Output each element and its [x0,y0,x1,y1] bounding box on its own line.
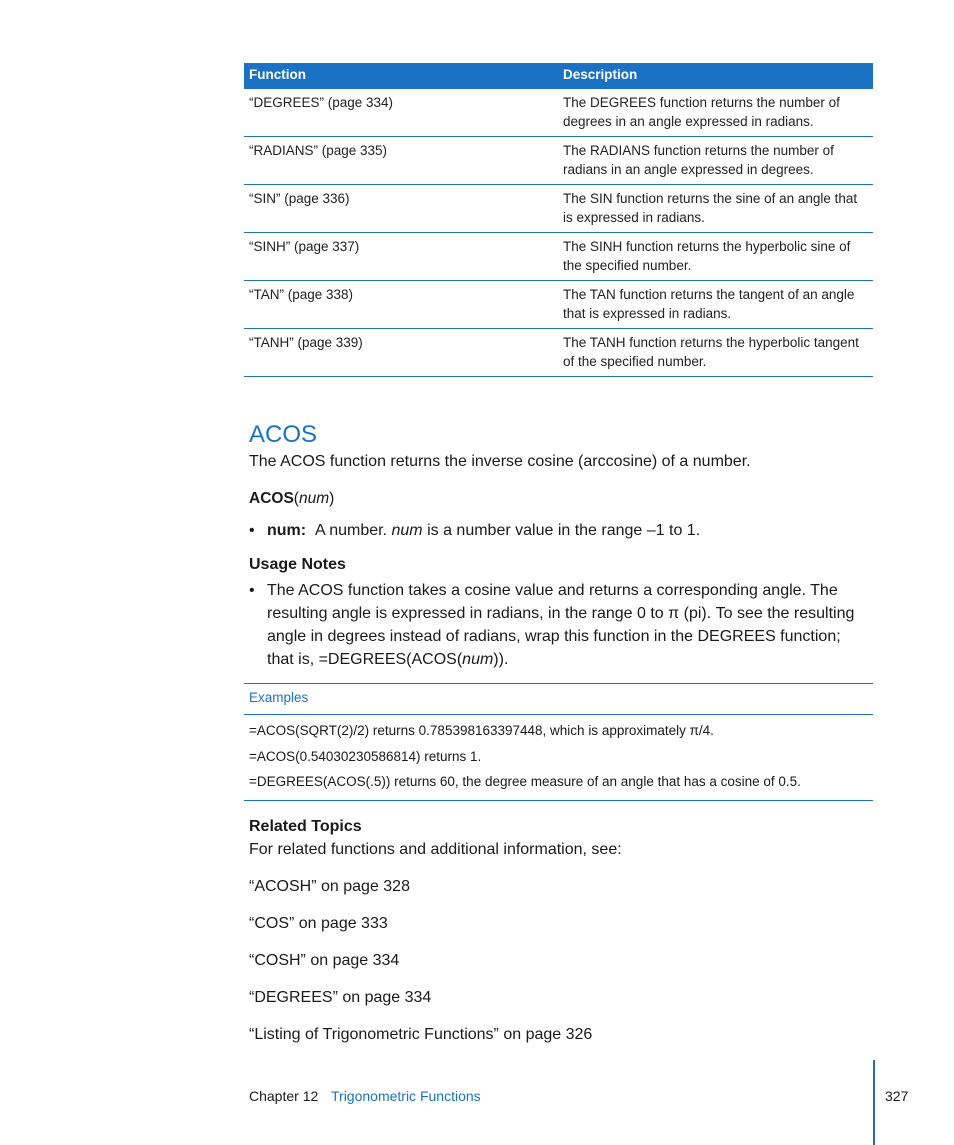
function-description: The DEGREES function returns the number of degrees in an angle expressed in radians. [563,95,840,129]
usage-italic: num [462,651,494,668]
syntax-open-paren: ( [293,490,299,507]
related-link[interactable]: “COSH” on page 334 [249,952,400,969]
function-link[interactable]: “SIN” (page 336) [249,191,350,206]
table-row [244,137,873,185]
section-title: ACOS [249,421,318,448]
related-topics-heading: Related Topics [249,818,362,835]
argument-text: A number. [315,522,388,539]
table-row [244,89,873,137]
examples-table [244,683,873,801]
syntax-line [249,490,334,508]
argument-italic: num [391,522,423,539]
function-link[interactable]: “TAN” (page 338) [249,287,354,302]
table-row [244,233,873,281]
usage-text-end: )). [493,651,509,668]
table-row [244,185,873,233]
examples-heading: Examples [244,683,873,715]
syntax-argument: num [298,490,330,507]
argument-item [249,519,867,542]
function-description: The SINH function returns the hyperbolic sine of the specified number. [563,239,851,273]
footer-chapter-title[interactable]: Trigonometric Functions [331,1088,481,1104]
usage-item [249,579,867,671]
function-table [244,63,873,377]
example-line: =ACOS(0.54030230586814) returns 1. [249,748,482,764]
footer-chapter: Chapter 12 [249,1088,319,1104]
related-link[interactable]: “COS” on page 333 [249,915,388,932]
related-link[interactable]: “ACOSH” on page 328 [249,878,410,895]
usage-notes-heading: Usage Notes [249,556,346,573]
page-number: 327 [885,1088,909,1104]
bullet-icon: • [249,582,255,599]
function-link[interactable]: “DEGREES” (page 334) [249,95,394,110]
function-link[interactable]: “SINH” (page 337) [249,239,360,254]
bullet-icon: • [249,522,255,539]
related-link[interactable]: “DEGREES” on page 334 [249,989,432,1006]
function-description: The TANH function returns the hyperbolic tangent of the specified number. [563,335,859,369]
function-link[interactable]: “TANH” (page 339) [249,335,363,350]
footer-divider [873,1060,875,1145]
usage-text: The ACOS function takes a cosine value and returns a corresponding angle. The resulting angle is expressed in radians, in the range 0 to π (pi). To see the resulting angle in degrees instead of radians, wrap this function in the DEGREES function; that is, =DEGREES(ACOS( [267,582,855,668]
related-link[interactable]: “Listing of Trigonometric Functions” on page 326 [249,1026,593,1043]
argument-text-2: is a number value in the range –1 to 1. [427,522,701,539]
related-intro: For related functions and additional information, see: [249,841,622,858]
argument-label: num: [267,522,307,539]
table-row [244,329,873,377]
table-row [244,281,873,329]
header-function: Function [249,67,306,82]
example-line: =DEGREES(ACOS(.5)) returns 60, the degree measure of an angle that has a cosine of 0.5. [249,774,801,789]
example-line: =ACOS(SQRT(2)/2) returns 0.785398163397448, which is approximately π/4. [249,723,714,738]
table-header [244,63,873,89]
syntax-close-paren: ) [329,490,335,507]
section-intro: The ACOS function returns the inverse cosine (arccosine) of a number. [249,453,751,470]
function-description: The TAN function returns the tangent of an angle that is expressed in radians. [563,287,855,321]
header-description: Description [563,67,638,82]
function-description: The RADIANS function returns the number of radians in an angle expressed in degrees. [563,143,834,177]
function-link[interactable]: “RADIANS” (page 335) [249,143,388,158]
syntax-function-name: ACOS [249,490,294,507]
function-description: The SIN function returns the sine of an angle that is expressed in radians. [563,191,858,225]
